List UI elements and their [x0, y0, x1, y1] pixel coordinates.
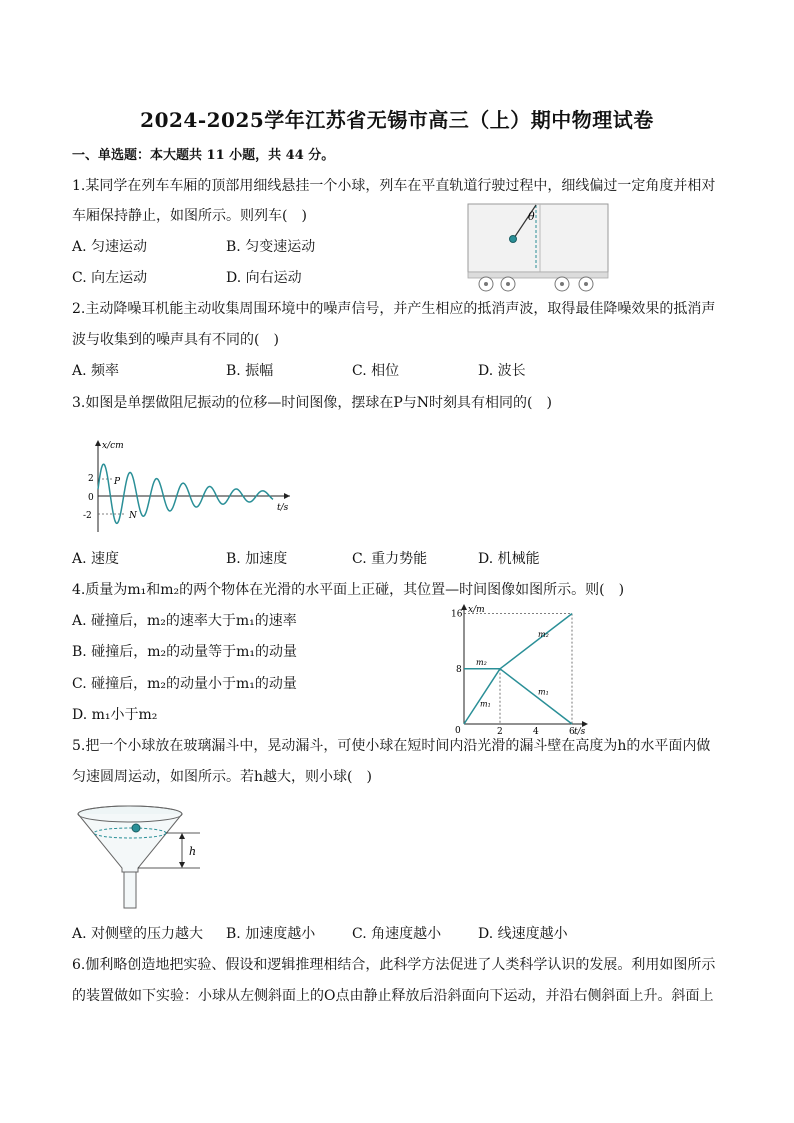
h-arrow-up — [179, 833, 185, 839]
x-axis-label: t/s — [277, 503, 289, 513]
x-axis-label: t/s — [574, 727, 586, 736]
ytick-label: 16 — [451, 609, 463, 620]
q4-option-d[interactable]: D. m₁小于m₂ — [72, 707, 158, 723]
ytick-2: 2 — [88, 474, 94, 484]
q4-option-b[interactable]: B. 碰撞后，m₂的动量等于m₁的动量 — [72, 644, 297, 660]
q5-option-d[interactable]: D. 线速度越小 — [478, 926, 568, 942]
q1-option-c[interactable]: C. 向左运动 — [72, 270, 148, 286]
y-axis-arrow — [95, 440, 101, 446]
damped-oscillation-chart — [80, 436, 300, 536]
y-axis-label: x/m — [468, 605, 485, 615]
x-axis-arrow — [284, 493, 290, 499]
funnel-figure — [72, 802, 212, 914]
q3-option-a[interactable]: A. 速度 — [72, 551, 120, 567]
oscillation-curve — [98, 464, 273, 523]
q6-stem-line2: 的装置做如下实验：小球从左侧斜面上的O点由静止释放后沿斜面向下运动，并沿右侧斜面上升。斜面上 — [72, 988, 714, 1004]
q4-option-c[interactable]: C. 碰撞后，m₂的动量小于m₁的动量 — [72, 676, 297, 692]
q2-option-c[interactable]: C. 相位 — [352, 363, 400, 379]
point-p-label: P — [114, 477, 121, 487]
funnel-cone — [78, 814, 182, 872]
ytick-0: 0 — [88, 493, 94, 503]
series-line — [464, 669, 500, 724]
q2-option-d[interactable]: D. 波长 — [478, 363, 526, 379]
q3-option-b[interactable]: B. 加速度 — [226, 551, 288, 567]
series-line — [500, 669, 572, 724]
ball-icon — [132, 824, 140, 832]
q5-stem-line1: 5.把一个小球放在玻璃漏斗中，晃动漏斗，可使小球在短时间内沿光滑的漏斗壁在高度为h的水平面内做 — [72, 738, 711, 754]
origin-label: 0 — [455, 726, 461, 736]
funnel-stem — [124, 872, 136, 908]
q5-option-b[interactable]: B. 加速度越小 — [226, 926, 316, 942]
q5-stem-line2: 匀速圆周运动，如图所示。若h越大，则小球( ) — [72, 769, 372, 785]
series-label: m₁ — [480, 699, 491, 709]
q5-option-c[interactable]: C. 角速度越小 — [352, 926, 442, 942]
q2-option-a[interactable]: A. 频率 — [72, 363, 120, 379]
xtick-label: 6 — [569, 727, 575, 736]
q4-stem: 4.质量为m₁和m₂的两个物体在光滑的水平面上正碰，其位置—时间图像如图所示。则( ) — [72, 582, 625, 598]
ytick-neg2: -2 — [83, 511, 92, 521]
car-body — [468, 204, 608, 272]
series-label: m₂ — [476, 657, 487, 667]
q1-stem-line2: 车厢保持静止，如图所示。则列车( ) — [72, 208, 307, 224]
q6-stem-line1: 6.伽利略创造地把实验、假设和逻辑推理相结合，此科学方法促进了人类科学认识的发展。利用如图所示 — [72, 957, 716, 973]
y-axis-label: x/cm — [102, 441, 124, 451]
ytick-label: 8 — [456, 664, 462, 675]
h-arrow-down — [179, 862, 185, 868]
point-n-label: N — [129, 511, 137, 521]
q3-stem: 3.如图是单摆做阻尼振动的位移—时间图像，摆球在P与N时刻具有相同的( ) — [72, 395, 552, 411]
xtick-label: 4 — [533, 727, 539, 736]
series-line — [500, 614, 572, 669]
theta-label: θ — [528, 210, 535, 223]
q2-stem-line1: 2.主动降噪耳机能主动收集周围环境中的噪声信号，并产生相应的抵消声波，取得最佳降噪效果的抵消声 — [72, 301, 716, 317]
series-label: m₂ — [538, 630, 549, 640]
q4-option-a[interactable]: A. 碰撞后，m₂的速率大于m₁的速率 — [72, 613, 297, 629]
q1-stem-line1: 1.某同学在列车车厢的顶部用细线悬挂一个小球，列车在平直轨道行驶过程中，细线偏过一定角度并相对 — [72, 178, 716, 194]
train-car-figure — [464, 198, 614, 294]
h-label: h — [189, 845, 197, 858]
q5-option-a[interactable]: A. 对侧壁的压力越大 — [72, 926, 204, 942]
q1-option-b[interactable]: B. 匀变速运动 — [226, 239, 316, 255]
q2-option-b[interactable]: B. 振幅 — [226, 363, 274, 379]
section-heading: 一、单选题：本大题共 11 小题，共 44 分。 — [72, 148, 335, 163]
q2-stem-line2: 波与收集到的噪声具有不同的( ) — [72, 332, 279, 348]
xtick-label: 2 — [497, 727, 503, 736]
q3-option-c[interactable]: C. 重力势能 — [352, 551, 428, 567]
position-time-chart — [446, 600, 596, 736]
q3-option-d[interactable]: D. 机械能 — [478, 551, 540, 567]
series-label: m₁ — [538, 687, 549, 697]
q1-option-d[interactable]: D. 向右运动 — [226, 270, 302, 286]
ball-icon — [510, 236, 517, 243]
q1-option-a[interactable]: A. 匀速运动 — [72, 239, 148, 255]
wheel-icon — [479, 277, 593, 291]
page-title: 2024-2025学年江苏省无锡市高三（上）期中物理试卷 — [140, 108, 654, 132]
